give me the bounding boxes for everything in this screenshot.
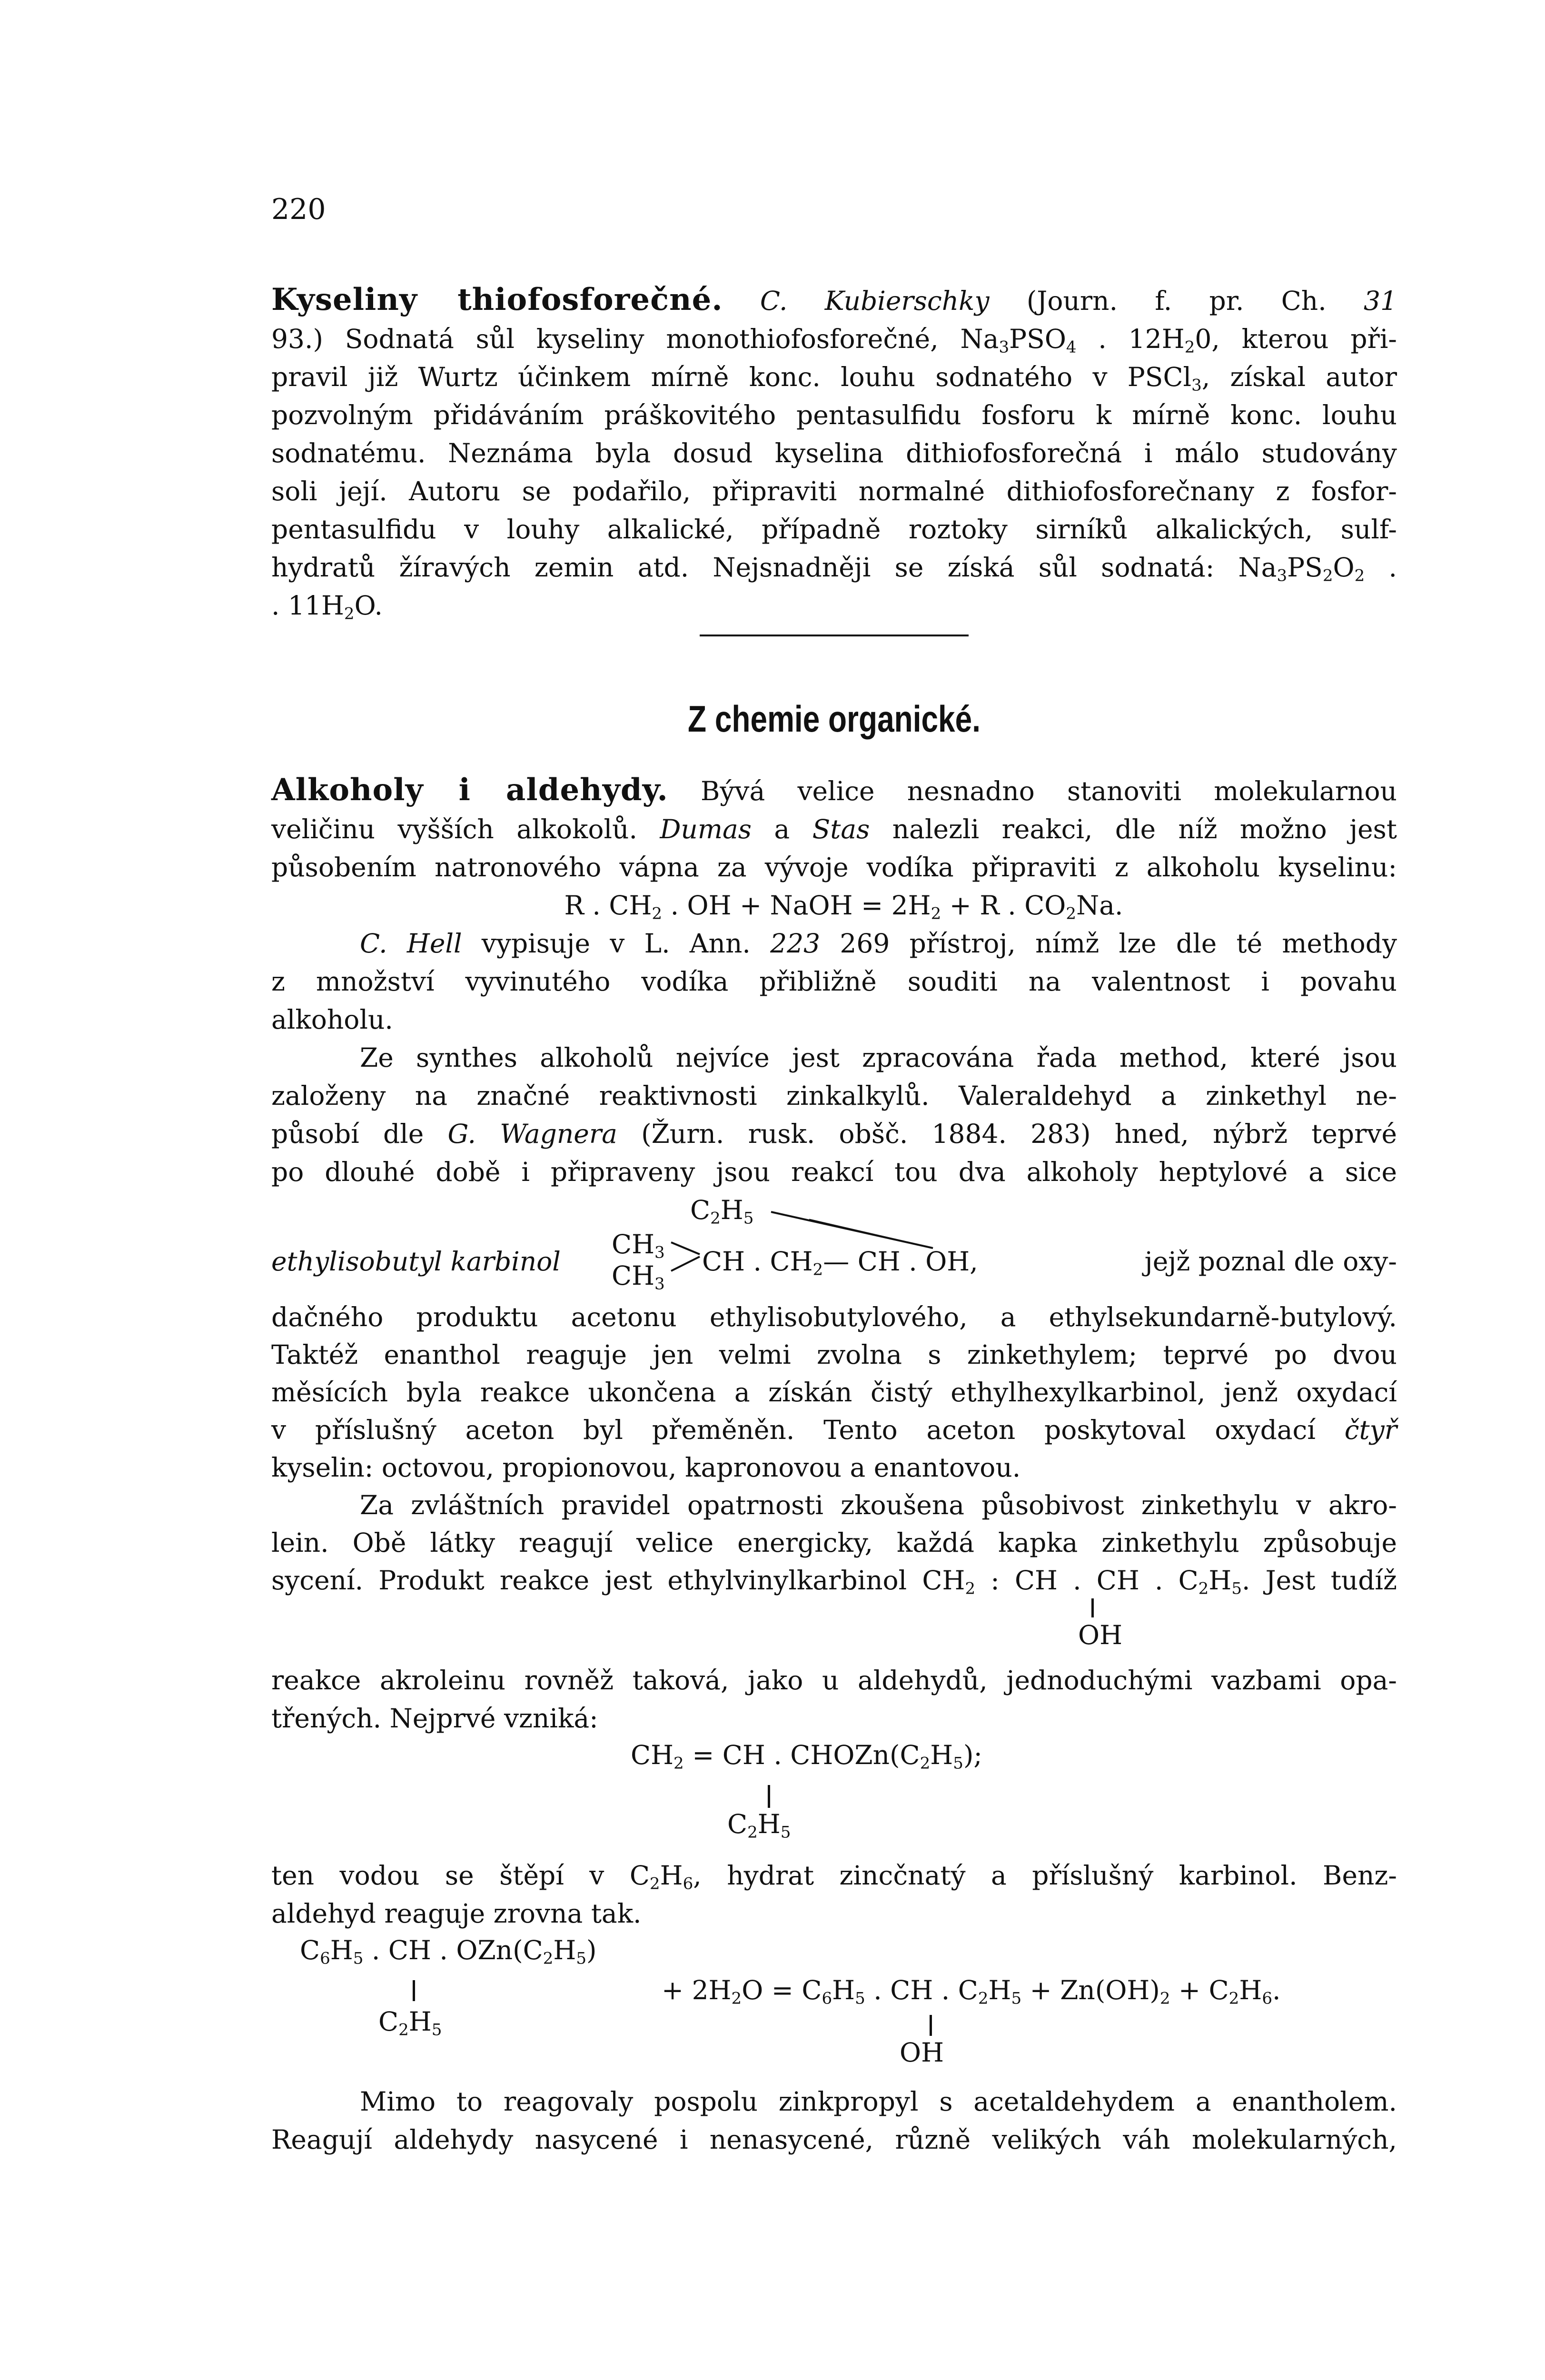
subscript: 3 bbox=[999, 337, 1010, 357]
subscript: 6 bbox=[822, 1989, 832, 2008]
text-span: v příslušný aceton byl přeměněn. Tento aceton poskytoval oxydací bbox=[271, 1415, 1316, 1445]
subscript: 3 bbox=[1277, 566, 1288, 585]
text-span: + C bbox=[1170, 1975, 1229, 2005]
author-name: C. Hell bbox=[360, 928, 462, 959]
subscript: 5 bbox=[431, 2020, 442, 2040]
subscript: 2 bbox=[978, 1989, 989, 2008]
subscript: 2 bbox=[731, 1989, 742, 2008]
text-span: H bbox=[330, 1935, 353, 1965]
subscript: 4 bbox=[1066, 337, 1077, 357]
author-name: Stas bbox=[812, 814, 870, 844]
text-span: . CH . C bbox=[865, 1975, 978, 2005]
text-span: O bbox=[1333, 552, 1355, 583]
text-span: CH . CH bbox=[702, 1246, 813, 1277]
main-chain bbox=[702, 1246, 978, 1277]
para-line: měsících byla reakce ukončena a získán čistý ethylhexylkarbinol, jenž oxydací bbox=[271, 1377, 1397, 1408]
text-span: . 11H bbox=[271, 590, 344, 621]
text-span: C bbox=[690, 1195, 711, 1225]
para-line: působením natronového vápna za vývoje vodíka připraviti z alkoholu kyselinu: bbox=[271, 852, 1397, 883]
text-span: H bbox=[660, 1860, 683, 1891]
section-title: Kyseliny thiofosforečné. bbox=[271, 282, 723, 317]
text-span: C bbox=[727, 1809, 748, 1839]
text-span: H bbox=[832, 1975, 855, 2005]
text-span: hydratů žíravých zemin atd. Nejsnadněji se získá sůl sodnatá: Na bbox=[271, 552, 1277, 583]
para-line bbox=[271, 771, 1397, 810]
para-line: alkoholu. bbox=[271, 1004, 393, 1035]
section-alkoholy-continued-3 bbox=[271, 1856, 1397, 1933]
subscript: 2 bbox=[1354, 566, 1365, 585]
text-span: + Zn(OH) bbox=[1021, 1975, 1160, 2005]
para-line: z množství vyvinutého vodíka přibližně souditi na valentnost i povahu bbox=[271, 966, 1397, 997]
subscript: 6 bbox=[683, 1874, 693, 1894]
text-span: . CH . OZn(C bbox=[363, 1935, 543, 1965]
subscript: 2 bbox=[673, 1754, 684, 1773]
section-thiofosforecne bbox=[271, 281, 1397, 625]
subscript: 3 bbox=[654, 1274, 665, 1294]
subscript: 3 bbox=[654, 1243, 665, 1262]
para-line: reakce akroleinu rovněž taková, jako u aldehydů, jednoduchými vazbami opa- bbox=[271, 1665, 1397, 1696]
text-span: H bbox=[1208, 1565, 1232, 1596]
text-span: 269 přístroj, nímž lze dle té methody bbox=[840, 928, 1397, 959]
subscript: 2 bbox=[1228, 1989, 1239, 2008]
subscript: 5 bbox=[780, 1823, 791, 1842]
subscript: 6 bbox=[1262, 1989, 1273, 2008]
para-line: Taktéž enanthol reaguje jen velmi zvolna s zinkethylem; teprvé po dvou bbox=[271, 1339, 1397, 1370]
text-span: , hydrat zincčnatý a příslušný karbinol. Benz- bbox=[693, 1860, 1397, 1891]
text-span: Bývá velice nesnadno stanoviti molekularnou bbox=[700, 776, 1397, 806]
text-span: 93.) Sodnatá sůl kyseliny monothiofosforečné, Na bbox=[271, 324, 999, 354]
para-line bbox=[271, 320, 1397, 358]
para-line: lein. Obě látky reagují velice energicky, každá kapka zinkethylu způsobuje bbox=[271, 1527, 1397, 1558]
para-line: pozvolným přidáváním práškovitého pentasulfidu fosforu k mírně konc. louhu bbox=[271, 400, 1397, 430]
subscript: 5 bbox=[1231, 1579, 1242, 1598]
text-span: O. bbox=[354, 590, 383, 621]
subscript: 2 bbox=[1198, 1579, 1209, 1598]
formula-label: ethylisobutyl karbinol bbox=[271, 1246, 561, 1277]
subscript: 2 bbox=[1159, 1989, 1170, 2008]
journal-volume: 31 bbox=[1364, 286, 1397, 316]
subscript: 5 bbox=[576, 1949, 586, 1968]
text-span: H bbox=[408, 2006, 432, 2037]
para-line: Mimo to reagovaly pospolu zinkpropyl s acetaldehydem a enantholem. bbox=[360, 2086, 1397, 2117]
bond-vertical bbox=[768, 1785, 770, 1808]
journal-ref: (Journ. f. pr. Ch. bbox=[1026, 286, 1327, 316]
text-span: . Jest tudíž bbox=[1242, 1565, 1397, 1596]
subscript: 2 bbox=[1184, 337, 1195, 357]
subscript: 5 bbox=[743, 1209, 754, 1228]
text-span: = CH . CHOZn(C bbox=[683, 1740, 920, 1770]
text-span: O = C bbox=[742, 1975, 822, 2005]
subscript: 2 bbox=[1322, 566, 1333, 585]
italic-word: čtyř bbox=[1344, 1415, 1397, 1445]
para-line: Za zvláštních pravidel opatrnosti zkoušena působivost zinkethylu v akro- bbox=[360, 1490, 1397, 1520]
text-span: + 2H bbox=[662, 1975, 732, 2005]
text-span: pravil již Wurtz účinkem mírně konc. louhu sodnatého v PSCl bbox=[271, 362, 1192, 392]
subscript: 2 bbox=[543, 1949, 554, 1968]
section-alkoholy-continued-2 bbox=[271, 1661, 1397, 1737]
subscript: 2 bbox=[344, 604, 355, 624]
para-line bbox=[271, 548, 1397, 586]
subscript: 3 bbox=[1191, 376, 1202, 395]
text-span: C bbox=[300, 1935, 320, 1965]
para-line bbox=[271, 358, 1397, 396]
bond-vertical bbox=[1091, 1598, 1094, 1617]
author-name: Dumas bbox=[660, 814, 752, 844]
equation-3-bottom bbox=[378, 2006, 442, 2040]
ethyl-substituent bbox=[727, 1809, 791, 1842]
text-span: CH bbox=[612, 1260, 655, 1291]
text-span: (Žurn. rusk. obšč. 1884. 283) hned, nýbrž teprvé bbox=[641, 1119, 1397, 1149]
text-span: . OH + NaOH = 2H bbox=[662, 890, 931, 921]
para-line: pentasulfidu v louhy alkalické, případně roztoky sirníků alkalických, sulf- bbox=[271, 514, 1397, 545]
author-name: G. Wagnera bbox=[447, 1119, 617, 1149]
text-span: + R . CO bbox=[941, 890, 1066, 921]
text-span: ); bbox=[963, 1740, 982, 1770]
subscript: 2 bbox=[747, 1823, 758, 1842]
equation-1 bbox=[271, 886, 1397, 924]
structural-formula-1 bbox=[271, 1195, 1397, 1295]
text-span: . bbox=[1272, 1975, 1281, 2005]
para-line bbox=[271, 281, 1397, 320]
text-span: . 12H bbox=[1076, 324, 1185, 354]
subscript: 6 bbox=[320, 1949, 330, 1968]
section-alkoholy bbox=[271, 771, 1397, 1191]
para-line bbox=[271, 1562, 1397, 1599]
subscript: 2 bbox=[920, 1754, 931, 1773]
para-line: Ze synthes alkoholů nejvíce jest zpracována řada method, které jsou bbox=[360, 1042, 1397, 1073]
subscript: 5 bbox=[953, 1754, 963, 1773]
journal-volume: 223 bbox=[770, 928, 821, 959]
text-span: H bbox=[757, 1809, 781, 1839]
page-number: 220 bbox=[271, 193, 326, 226]
subscript: 2 bbox=[652, 904, 663, 923]
subscript: 2 bbox=[965, 1579, 976, 1598]
text-span: nalezli reakci, dle níž možno jest bbox=[892, 814, 1397, 844]
text-span: H bbox=[988, 1975, 1011, 2005]
text-span: CH bbox=[631, 1740, 674, 1770]
section-title: Alkoholy i aldehydy. bbox=[271, 772, 668, 808]
text-span: C bbox=[378, 2006, 399, 2037]
bond-vertical bbox=[413, 1980, 415, 2001]
text-span: veličinu vyšších alkokolů. bbox=[271, 814, 637, 844]
text-span: a bbox=[774, 814, 790, 844]
subscript: 5 bbox=[1011, 1989, 1022, 2008]
subscript: 2 bbox=[710, 1209, 721, 1228]
subscript: 2 bbox=[931, 904, 941, 923]
equation-2-main bbox=[631, 1740, 982, 1773]
text-span: H bbox=[553, 1935, 576, 1965]
para-line: kyselin: octovou, propionovou, kapronovou a enantovou. bbox=[271, 1452, 1021, 1483]
subscript: 2 bbox=[398, 2020, 409, 2040]
text-span: , získal autor bbox=[1201, 362, 1397, 392]
para-line bbox=[271, 924, 1397, 962]
text-span: působí dle bbox=[271, 1119, 424, 1149]
para-line bbox=[271, 1856, 1397, 1894]
subscript: 2 bbox=[1066, 904, 1077, 923]
text-span: H bbox=[720, 1195, 743, 1225]
section-alkoholy-continued-4 bbox=[271, 2082, 1397, 2159]
text-span: — CH . OH, bbox=[823, 1246, 978, 1277]
para-line: sodnatému. Neznáma byla dosud kyselina dithiofosforečná i málo studovány bbox=[271, 438, 1397, 468]
para-line bbox=[271, 586, 1397, 625]
para-line: po dlouhé době i připraveny jsou reakcí tou dva alkoholy heptylové a sice bbox=[271, 1157, 1397, 1187]
para-line bbox=[271, 810, 1397, 848]
equation-3-top bbox=[300, 1935, 597, 1968]
text-span: 0, kterou při- bbox=[1195, 324, 1397, 354]
subscript: 5 bbox=[855, 1989, 865, 2008]
equation-3 bbox=[271, 1935, 1397, 2078]
hydroxyl-group: OH bbox=[900, 2037, 944, 2068]
text-span: H bbox=[930, 1740, 953, 1770]
para-line: soli její. Autoru se podařilo, připraviti normalné dithiofosforečnany z fosfor- bbox=[271, 476, 1397, 506]
para-line: Reagují aldehydy nasycené i nenasycené, různě velikých váh molekularných, bbox=[271, 2124, 1397, 2155]
bond-lines bbox=[271, 1195, 1397, 1295]
para-line bbox=[271, 1411, 1397, 1449]
text-span: sycení. Produkt reakce jest ethylvinylkarbinol CH bbox=[271, 1565, 965, 1596]
text-span: ten vodou se štěpí v C bbox=[271, 1860, 650, 1891]
text-span: R . CH bbox=[564, 890, 652, 921]
bond-vertical bbox=[930, 2015, 932, 2036]
para-line bbox=[271, 1115, 1397, 1153]
section-heading: Z chemie organické. bbox=[688, 698, 980, 740]
text-span: CH bbox=[612, 1229, 655, 1259]
equation-2 bbox=[271, 1740, 1397, 1854]
formula-tail-text: jejž poznal dle oxy- bbox=[1144, 1246, 1397, 1277]
text-span: PSO bbox=[1009, 324, 1066, 354]
hydroxyl-group: OH bbox=[1078, 1620, 1123, 1650]
author-name: C. Kubierschky bbox=[760, 286, 990, 316]
text-span: H bbox=[1239, 1975, 1262, 2005]
equation-3-right bbox=[662, 1975, 1281, 2008]
subscript: 5 bbox=[353, 1949, 364, 1968]
para-line: založeny na značné reaktivnosti zinkalkylů. Valeraldehyd a zinkethyl ne- bbox=[271, 1081, 1397, 1111]
para-line: dačného produktu acetonu ethylisobutylového, a ethylsekundarně-butylový. bbox=[271, 1302, 1397, 1332]
section-divider bbox=[700, 635, 969, 636]
text-span: . bbox=[1365, 552, 1397, 583]
text-span: ) bbox=[586, 1935, 597, 1965]
text-span: vypisuje v L. Ann. bbox=[481, 928, 751, 959]
para-line: třených. Nejprvé vzniká: bbox=[271, 1703, 598, 1734]
subscript: 2 bbox=[812, 1260, 823, 1279]
text-span: : CH . CH . C bbox=[975, 1565, 1198, 1596]
text-span: PS bbox=[1287, 552, 1323, 583]
text-span: Na. bbox=[1076, 890, 1123, 921]
para-line: aldehyd reaguje zrovna tak. bbox=[271, 1898, 642, 1929]
section-alkoholy-continued bbox=[271, 1299, 1397, 1599]
subscript: 2 bbox=[649, 1874, 660, 1894]
